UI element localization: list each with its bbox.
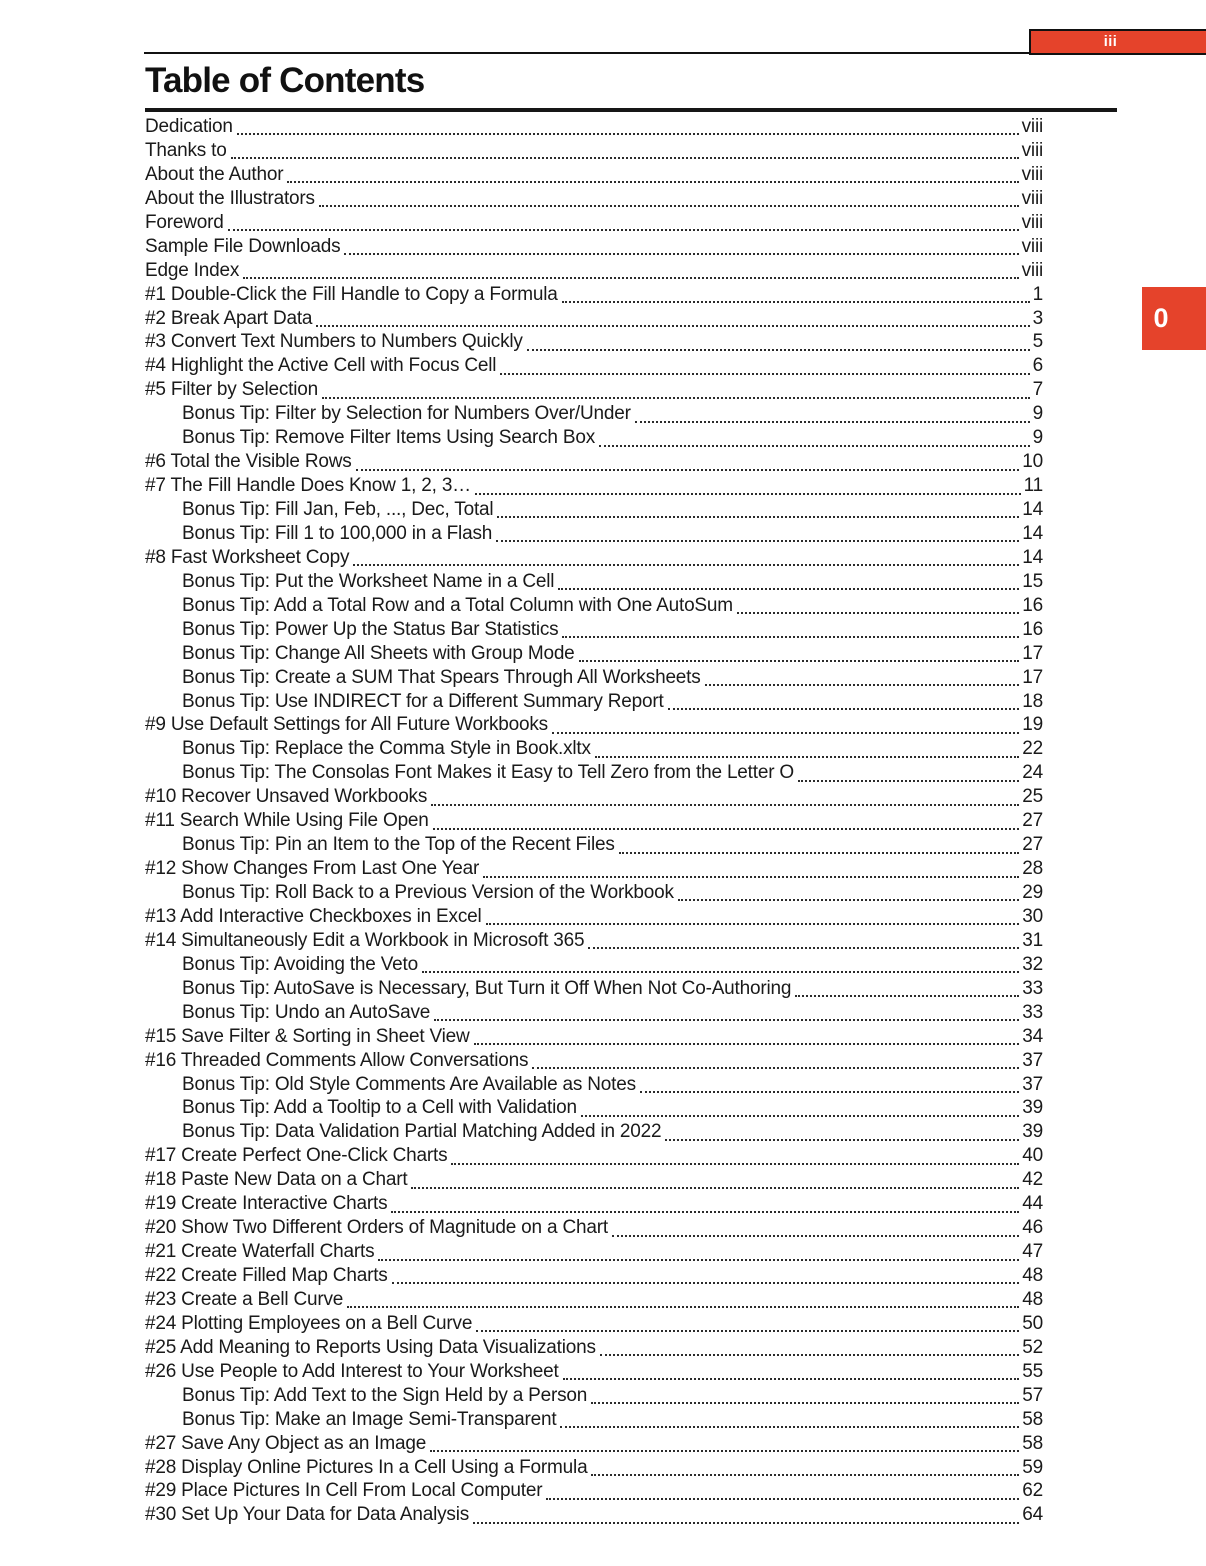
dot-leader <box>451 1163 1019 1165</box>
toc-entry[interactable] <box>145 1026 1043 1050</box>
dot-leader <box>483 876 1019 878</box>
toc-entry-page-number: 1 <box>1032 283 1043 305</box>
toc-entry-page-number: viii <box>1021 211 1043 233</box>
toc-entry-title[interactable]: Bonus Tip: Change All Sheets with Group Mode <box>182 642 575 664</box>
toc-entry-title[interactable]: Bonus Tip: Old Style Comments Are Available as Notes <box>182 1073 636 1095</box>
dot-leader <box>319 205 1019 207</box>
toc-entry[interactable] <box>145 1050 1043 1074</box>
dot-leader <box>552 732 1019 734</box>
dot-leader <box>353 564 1019 566</box>
toc-entry-page-number: 30 <box>1022 905 1043 927</box>
toc-entry-page-number: 25 <box>1022 786 1043 808</box>
toc-entry-title[interactable]: Bonus Tip: Fill 1 to 100,000 in a Flash <box>182 522 493 544</box>
dot-leader <box>678 899 1019 901</box>
toc-entry-page-number: 9 <box>1032 427 1043 449</box>
toc-entry-title[interactable]: Bonus Tip: Undo an AutoSave <box>182 1001 431 1023</box>
toc-entry-page-number: 29 <box>1022 882 1043 903</box>
dot-leader <box>391 1211 1019 1213</box>
toc-entry-title[interactable]: Bonus Tip: Fill Jan, Feb, ..., Dec, Total <box>182 499 494 520</box>
toc-entry-bonus-tip[interactable] <box>145 1074 1043 1098</box>
toc-entry-bonus-tip[interactable] <box>145 427 1043 451</box>
toc-entry[interactable] <box>145 786 1043 810</box>
toc-entry-bonus-tip[interactable] <box>145 1002 1043 1026</box>
toc-entry[interactable] <box>145 858 1043 882</box>
toc-entry[interactable] <box>145 1313 1043 1337</box>
toc-entry-title[interactable]: #19 Create Interactive Charts <box>145 1193 388 1215</box>
toc-entry-title[interactable]: Bonus Tip: Roll Back to a Previous Version of the Workbook <box>182 882 674 903</box>
toc-entry-title[interactable]: #21 Create Waterfall Charts <box>145 1241 375 1263</box>
toc-entry[interactable] <box>145 1217 1043 1241</box>
dot-leader <box>532 1067 1019 1069</box>
dot-leader <box>591 1402 1019 1404</box>
dot-leader <box>228 229 1019 231</box>
dot-leader <box>433 828 1020 830</box>
toc-entry-page-number: 14 <box>1022 522 1043 544</box>
dot-leader <box>422 971 1019 973</box>
toc-entry-title[interactable]: #7 The Fill Handle Does Know 1, 2, 3… <box>145 475 471 497</box>
toc-entry[interactable] <box>145 1504 1043 1528</box>
dot-leader <box>347 1306 1019 1308</box>
dot-leader <box>668 708 1020 710</box>
toc-entry-title[interactable]: About the Author <box>145 163 284 185</box>
toc-entry-bonus-tip[interactable] <box>145 643 1043 667</box>
toc-entry-title[interactable]: #20 Show Two Different Orders of Magnitude on a Chart <box>145 1217 608 1239</box>
toc-entry-title[interactable]: #2 Break Apart Data <box>145 307 313 329</box>
toc-entry-page-number: 39 <box>1022 1121 1043 1143</box>
dot-leader <box>497 516 1019 518</box>
toc-entry-bonus-tip[interactable] <box>145 691 1043 715</box>
toc-entry-title[interactable]: Foreword <box>145 211 224 233</box>
dot-leader <box>527 349 1030 351</box>
toc-entry-page-number: 57 <box>1022 1384 1043 1406</box>
toc-entry-title[interactable]: #11 Search While Using File Open <box>145 810 429 832</box>
toc-entry-title[interactable]: #26 Use People to Add Interest to Your Worksheet <box>145 1360 559 1382</box>
toc-entry-page-number: viii <box>1021 163 1043 185</box>
toc-entry-bonus-tip[interactable] <box>145 738 1043 762</box>
toc-entry-page-number: 33 <box>1022 1001 1043 1023</box>
toc-entry[interactable] <box>145 930 1043 954</box>
toc-entry-title[interactable]: Bonus Tip: Make an Image Semi-Transparent <box>182 1408 557 1430</box>
toc-entry[interactable] <box>145 547 1043 571</box>
dot-leader <box>599 445 1030 447</box>
dot-leader <box>588 947 1019 949</box>
toc-entry-page-number: 52 <box>1022 1336 1043 1358</box>
dot-leader <box>581 1115 1019 1117</box>
dot-leader <box>231 157 1019 159</box>
toc-entry-bonus-tip[interactable] <box>145 1121 1043 1145</box>
toc-entry[interactable] <box>145 116 1043 140</box>
toc-entry-title[interactable]: #6 Total the Visible Rows <box>145 451 352 473</box>
toc-entry[interactable] <box>145 236 1043 260</box>
dot-leader <box>344 253 1018 255</box>
toc-entry-page-number: 16 <box>1022 618 1043 640</box>
toc-entry-bonus-tip[interactable] <box>145 1409 1043 1433</box>
toc-entry[interactable] <box>145 810 1043 834</box>
toc-entry-bonus-tip[interactable] <box>145 1097 1043 1121</box>
toc-entry-page-number: 37 <box>1022 1073 1043 1095</box>
toc-entry-page-number: 18 <box>1022 690 1043 712</box>
toc-entry-page-number: 62 <box>1022 1480 1043 1502</box>
toc-entry-title[interactable]: #14 Simultaneously Edit a Workbook in Microsoft 365 <box>145 929 585 951</box>
toc-entry-page-number: 40 <box>1022 1145 1043 1167</box>
toc-entry-title[interactable]: #28 Display Online Pictures In a Cell Using a Formula <box>145 1456 588 1478</box>
toc-entry-page-number: 58 <box>1022 1408 1043 1430</box>
dot-leader <box>474 1043 1020 1045</box>
toc-entry-page-number: viii <box>1021 259 1043 281</box>
page-title-block <box>145 61 1117 112</box>
toc-entry[interactable] <box>145 475 1043 499</box>
dot-leader <box>640 1091 1019 1093</box>
toc-entry[interactable] <box>145 188 1043 212</box>
toc-entry-title[interactable]: Bonus Tip: Data Validation Partial Matching Added in 2022 <box>182 1121 662 1143</box>
toc-entry-title[interactable]: Bonus Tip: Replace the Comma Style in Book.xltx <box>182 738 591 760</box>
dot-leader <box>431 804 1019 806</box>
toc-entry-title[interactable]: #8 Fast Worksheet Copy <box>145 546 350 568</box>
chapter-edge-tab-label: 0 <box>1153 303 1169 333</box>
toc-entry-title[interactable]: #23 Create a Bell Curve <box>145 1288 344 1310</box>
toc-entry-page-number: 7 <box>1032 379 1043 401</box>
dot-leader <box>563 1378 1020 1380</box>
dot-leader <box>378 1259 1019 1261</box>
toc-entry-page-number: 28 <box>1022 858 1043 880</box>
toc-entry-page-number: 39 <box>1022 1097 1043 1119</box>
dot-leader <box>612 1235 1019 1237</box>
toc-entry-bonus-tip[interactable] <box>145 403 1043 427</box>
toc-entry-page-number: 33 <box>1022 977 1043 999</box>
toc-entry-title[interactable]: #13 Add Interactive Checkboxes in Excel <box>145 905 482 927</box>
toc-entry-title[interactable]: #5 Filter by Selection <box>145 379 319 401</box>
toc-entry-page-number: 14 <box>1022 546 1043 568</box>
toc-entry[interactable] <box>145 1457 1043 1481</box>
dot-leader <box>595 756 1019 758</box>
page-number-bar <box>1029 29 1206 55</box>
dot-leader <box>546 1498 1019 1500</box>
toc-entry-page-number: 31 <box>1022 929 1043 951</box>
dot-leader <box>798 780 1019 782</box>
toc-entry-title[interactable]: Bonus Tip: Use INDIRECT for a Different Summary Report <box>182 690 664 712</box>
dot-leader <box>665 1139 1019 1141</box>
toc-entry[interactable] <box>145 140 1043 164</box>
toc-entry[interactable] <box>145 355 1043 379</box>
toc-entry-page-number: 37 <box>1022 1049 1043 1071</box>
toc-entry-page-number: 27 <box>1022 810 1043 832</box>
dot-leader <box>558 588 1019 590</box>
toc-entry-title[interactable]: Bonus Tip: Create a SUM That Spears Through All Worksheets <box>182 666 701 688</box>
toc-entry[interactable] <box>145 1361 1043 1385</box>
toc-entry-title[interactable]: #4 Highlight the Active Cell with Focus Cell <box>145 355 497 377</box>
toc-entry-title[interactable]: Bonus Tip: Add a Total Row and a Total Column with One AutoSum <box>182 594 733 616</box>
toc-entry-title[interactable]: Bonus Tip: The Consolas Font Makes it Easy to Tell Zero from the Letter O <box>182 762 794 784</box>
toc-entry-title[interactable]: Bonus Tip: Filter by Selection for Numbers Over/Under <box>182 403 631 425</box>
dot-leader <box>562 636 1019 638</box>
toc-entry[interactable] <box>145 906 1043 930</box>
toc-entry-title[interactable]: #17 Create Perfect One-Click Charts <box>145 1145 448 1167</box>
dot-leader <box>619 852 1020 854</box>
toc-entry-page-number: 14 <box>1022 499 1043 520</box>
toc-entry-title[interactable]: #30 Set Up Your Data for Data Analysis <box>145 1504 470 1526</box>
toc-entry-title[interactable]: Bonus Tip: Avoiding the Veto <box>182 953 418 975</box>
toc-entry-title[interactable]: #12 Show Changes From Last One Year <box>145 858 480 880</box>
toc-entry-page-number: 58 <box>1022 1432 1043 1454</box>
toc-entry[interactable] <box>145 1433 1043 1457</box>
dot-leader <box>475 493 1021 495</box>
dot-leader <box>322 397 1030 399</box>
toc-entry-title[interactable]: Bonus Tip: Put the Worksheet Name in a Cell <box>182 570 555 592</box>
dot-leader <box>411 1187 1019 1189</box>
toc-entry[interactable] <box>145 1289 1043 1313</box>
toc-entry-page-number: 34 <box>1022 1025 1043 1047</box>
toc-entry-page-number: viii <box>1021 235 1043 257</box>
toc-entry-title[interactable]: #22 Create Filled Map Charts <box>145 1265 388 1286</box>
toc-entry-title[interactable]: Dedication <box>145 116 233 137</box>
dot-leader <box>579 660 1020 662</box>
toc-entry[interactable] <box>145 1145 1043 1169</box>
toc-entry-page-number: 11 <box>1023 475 1043 497</box>
dot-leader <box>287 181 1018 183</box>
toc-entry-title[interactable]: #27 Save Any Object as an Image <box>145 1432 427 1454</box>
toc-entry-title[interactable]: #29 Place Pictures In Cell From Local Computer <box>145 1480 543 1502</box>
toc-entry-title[interactable]: #3 Convert Text Numbers to Numbers Quickly <box>145 331 523 353</box>
toc-entry-title[interactable]: About the Illustrators <box>145 187 315 209</box>
dot-leader <box>486 923 1020 925</box>
toc-entry[interactable] <box>145 164 1043 188</box>
toc-list <box>145 116 1043 1528</box>
toc-entry-bonus-tip[interactable] <box>145 882 1043 906</box>
toc-entry[interactable] <box>145 451 1043 475</box>
toc-entry-title[interactable]: Bonus Tip: AutoSave is Necessary, But Turn it Off When Not Co-Authoring <box>182 977 792 999</box>
toc-entry-page-number: 50 <box>1022 1312 1043 1334</box>
toc-entry[interactable] <box>145 1337 1043 1361</box>
toc-entry-title[interactable]: Bonus Tip: Remove Filter Items Using Search Box <box>182 427 595 449</box>
toc-entry[interactable] <box>145 379 1043 403</box>
toc-entry-page-number: 48 <box>1022 1265 1043 1286</box>
chapter-edge-tab <box>1142 287 1206 350</box>
dot-leader <box>635 421 1030 423</box>
toc-entry[interactable] <box>145 714 1043 738</box>
toc-entry-page-number: 17 <box>1022 666 1043 688</box>
toc-entry-page-number: 15 <box>1022 570 1043 592</box>
dot-leader <box>562 301 1030 303</box>
dot-leader <box>705 684 1020 686</box>
dot-leader <box>430 1450 1019 1452</box>
toc-entry-page-number: 16 <box>1022 594 1043 616</box>
toc-entry-bonus-tip[interactable] <box>145 619 1043 643</box>
toc-entry[interactable] <box>145 1265 1043 1289</box>
toc-entry[interactable] <box>145 284 1043 308</box>
dot-leader <box>237 133 1019 135</box>
toc-entry-page-number: 22 <box>1022 738 1043 760</box>
toc-entry-page-number: 47 <box>1022 1241 1043 1263</box>
toc-entry-title[interactable]: #24 Plotting Employees on a Bell Curve <box>145 1312 473 1334</box>
dot-leader <box>560 1426 1019 1428</box>
toc-entry-title[interactable]: Bonus Tip: Power Up the Status Bar Statistics <box>182 618 559 640</box>
toc-entry-title[interactable]: #1 Double-Click the Fill Handle to Copy a Formula <box>145 283 558 305</box>
dot-leader <box>243 277 1018 279</box>
toc-entry-page-number: 42 <box>1022 1169 1043 1191</box>
toc-entry-bonus-tip[interactable] <box>145 571 1043 595</box>
toc-entry-page-number: 5 <box>1032 331 1043 353</box>
toc-entry-bonus-tip[interactable] <box>145 523 1043 547</box>
toc-entry[interactable] <box>145 1480 1043 1504</box>
toc-entry-title[interactable]: Thanks to <box>145 139 227 161</box>
toc-entry-page-number: 24 <box>1022 762 1043 784</box>
toc-entry[interactable] <box>145 308 1043 332</box>
toc-entry-bonus-tip[interactable] <box>145 595 1043 619</box>
toc-entry[interactable] <box>145 260 1043 284</box>
toc-entry-page-number: 19 <box>1022 714 1043 736</box>
toc-entry-title[interactable]: #25 Add Meaning to Reports Using Data Visualizations <box>145 1336 596 1358</box>
toc-entry-page-number: 32 <box>1022 953 1043 975</box>
dot-leader <box>600 1354 1019 1356</box>
toc-entry[interactable] <box>145 212 1043 236</box>
dot-leader <box>473 1522 1019 1524</box>
toc-entry-page-number: 59 <box>1022 1456 1043 1478</box>
dot-leader <box>591 1474 1019 1476</box>
toc-entry-bonus-tip[interactable] <box>145 954 1043 978</box>
toc-entry-title[interactable]: #18 Paste New Data on a Chart <box>145 1169 408 1191</box>
toc-entry-page-number: 3 <box>1032 307 1043 329</box>
toc-entry-page-number: 46 <box>1022 1217 1043 1239</box>
toc-entry-page-number: 55 <box>1022 1360 1043 1382</box>
toc-entry-page-number: 44 <box>1022 1193 1043 1215</box>
toc-entry-bonus-tip[interactable] <box>145 499 1043 523</box>
dot-leader <box>356 469 1020 471</box>
dot-leader <box>500 373 1029 375</box>
page-title: Table of Contents <box>145 61 425 100</box>
toc-entry-title[interactable]: Bonus Tip: Add a Tooltip to a Cell with Validation <box>182 1097 577 1119</box>
toc-entry-bonus-tip[interactable] <box>145 667 1043 691</box>
toc-entry-title[interactable]: #9 Use Default Settings for All Future Workbooks <box>145 714 548 736</box>
dot-leader <box>795 995 1019 997</box>
toc-entry-title[interactable]: #15 Save Filter & Sorting in Sheet View <box>145 1025 470 1047</box>
dot-leader <box>476 1330 1019 1332</box>
dot-leader <box>316 325 1029 327</box>
toc-entry-title[interactable]: #16 Threaded Comments Allow Conversations <box>145 1049 529 1071</box>
toc-entry-page-number: 10 <box>1022 451 1043 473</box>
toc-entry-page-number: 48 <box>1022 1288 1043 1310</box>
toc-entry-bonus-tip[interactable] <box>145 762 1043 786</box>
dot-leader <box>496 540 1019 542</box>
toc-entry[interactable] <box>145 1193 1043 1217</box>
toc-entry-page-number: viii <box>1021 116 1043 137</box>
toc-entry-bonus-tip[interactable] <box>145 978 1043 1002</box>
toc-entry-page-number: viii <box>1021 187 1043 209</box>
toc-entry[interactable] <box>145 1169 1043 1193</box>
toc-entry-title[interactable]: #10 Recover Unsaved Workbooks <box>145 786 428 808</box>
page-number-label: iii <box>1103 34 1118 50</box>
header-rule <box>144 52 1031 54</box>
dot-leader <box>737 612 1019 614</box>
toc-entry-title[interactable]: Bonus Tip: Pin an Item to the Top of the Recent Files <box>182 834 615 856</box>
toc-entry-title[interactable]: Edge Index <box>145 259 240 281</box>
toc-entry-title[interactable]: Sample File Downloads <box>145 235 341 257</box>
dot-leader <box>392 1282 1020 1284</box>
toc-entry-page-number: 9 <box>1032 403 1043 425</box>
toc-entry-page-number: viii <box>1021 139 1043 161</box>
toc-entry-page-number: 27 <box>1022 834 1043 856</box>
dot-leader <box>434 1019 1019 1021</box>
toc-entry[interactable] <box>145 331 1043 355</box>
toc-entry[interactable] <box>145 1241 1043 1265</box>
toc-entry-bonus-tip[interactable] <box>145 834 1043 858</box>
toc-entry-page-number: 17 <box>1022 642 1043 664</box>
toc-entry-page-number: 64 <box>1022 1504 1043 1526</box>
toc-entry-title[interactable]: Bonus Tip: Add Text to the Sign Held by a Person <box>182 1384 588 1406</box>
toc-entry-page-number: 6 <box>1032 355 1043 377</box>
toc-entry-bonus-tip[interactable] <box>145 1385 1043 1409</box>
